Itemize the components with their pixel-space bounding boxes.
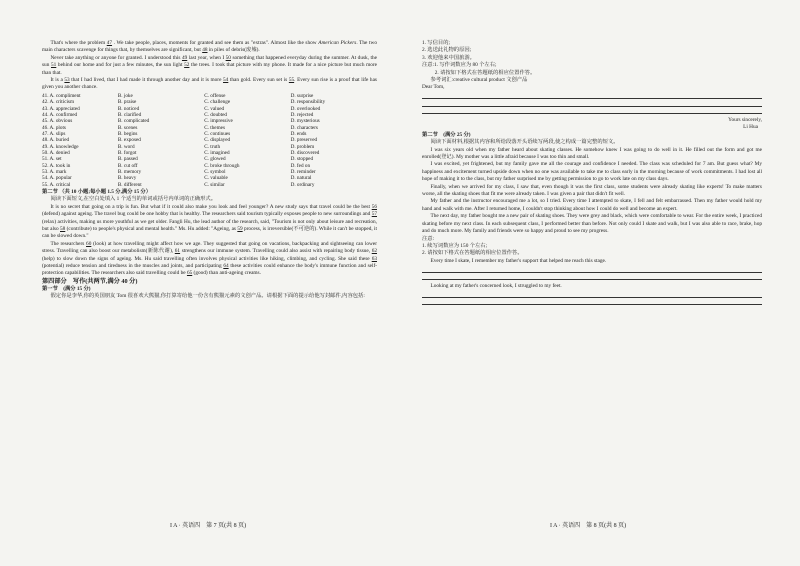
option-d: D. discovered bbox=[290, 149, 320, 156]
story-paragraph-3: Finally, when we arrived for my class, I saw that, even though it was the first class, some students were already skating like experts! To make matters worse, all the skating shoes that fit me were already taken. I was given a pair that didn't fit well. bbox=[422, 183, 762, 198]
closing: Yours sincerely, bbox=[728, 117, 762, 124]
option-c: C. impressive bbox=[204, 118, 233, 125]
option-row bbox=[42, 182, 377, 188]
option-d: D. ordinary bbox=[290, 181, 315, 188]
option-a: 41. A. compliment bbox=[42, 92, 81, 99]
option-d: D. surprise bbox=[290, 92, 314, 99]
blank-62: 62 bbox=[371, 248, 377, 255]
option-c: C. imagined bbox=[204, 149, 230, 156]
option-c: C. symbol bbox=[204, 168, 226, 175]
option-b: B. begins bbox=[117, 130, 138, 137]
writing-section-2-instruction: 阅读下面材料,根据其内容和所给段落开头语续写两段,使之构成一篇完整的短文。 bbox=[430, 139, 619, 146]
option-a: 50. A. denied bbox=[42, 149, 70, 156]
option-b: B. different bbox=[117, 181, 142, 188]
blank-60: 60 bbox=[86, 240, 92, 247]
notes: 注意:1. 写作词数应为 80 个左右; bbox=[422, 62, 497, 69]
blank-65: 65 bbox=[186, 270, 193, 277]
option-a: 44. A. confirmed bbox=[42, 111, 78, 118]
footer-left: I A · 英语四 第 7 页(共 8 页) bbox=[170, 523, 247, 529]
option-c: C. truth bbox=[204, 143, 221, 150]
point-3: 3. 欢迎他来中国旅游。 bbox=[422, 54, 475, 61]
option-d: D. natural bbox=[290, 175, 312, 182]
point-2: 2. 选送此礼物的原因; bbox=[422, 47, 472, 54]
option-c: C. similar bbox=[204, 181, 225, 188]
option-b: B. complicated bbox=[117, 118, 150, 125]
blank-50: 50 bbox=[225, 54, 231, 61]
writing-section-2-title: 第二节 (满分 25 分) bbox=[422, 131, 471, 138]
option-d: D. mysterious bbox=[290, 118, 320, 125]
option-c: C. valued bbox=[204, 105, 225, 112]
blank-49: 49 bbox=[181, 54, 188, 61]
answer-line[interactable] bbox=[422, 298, 762, 305]
option-d: D. responsibility bbox=[290, 99, 326, 106]
blank-47: 47 bbox=[106, 40, 113, 46]
option-c: C. displayed bbox=[204, 137, 231, 144]
story-paragraph-4: My father and the instructor encouraged me a lot, so I tried. Every time I attempted to skate, I fell and felt embarrassed. Then my father would hold my hand and walk with me. After I returned home, I couldn't stop thinking about how I could do well and become an expert. bbox=[422, 198, 762, 212]
left-page bbox=[42, 40, 377, 301]
option-c: C. doubted bbox=[204, 111, 227, 118]
paragraph-5: The researchers 60 (look) at how travelling might affect how we age. They suggested that going on vacations, backpacking and sightseeing can lower stress. Travelling can also boost our metabolism(新陈代谢), 61 strengthens our immune system. Travelling could also assist with repairing body tissue, 62 (help) to slow down the signs of ageing. Ms. Hu said travelling often involves physical activities like hiking, climbing, and cycling. She said these 63 (potential) reduce tension and tiredness in the muscles and joints, and participating 64 these activities could enhance the body's immune function and self-protection capabilities. The researchers also said travelling could be 65 (good) than anti-ageing creams. bbox=[42, 240, 377, 277]
story-paragraph-2: I was excited, yet frightened, but my family gave me all the courage and confidence I needed. The class was scheduled for 7 am. But guess what? My happiness and excitement turned upside down when no one was available to take me to class early in the morning because of work commitments. I had lost all hope of making it to the class, but my father surprised me by getting permission to go to work late on my class days. bbox=[422, 161, 762, 183]
notes-2-item-2: 2. 请按如下格式在答题纸的相应位置作答。 bbox=[422, 250, 523, 257]
point-1: 1. 写信目的; bbox=[422, 40, 450, 46]
option-d: D. ends bbox=[290, 130, 307, 137]
blank-59: 59 bbox=[237, 226, 243, 233]
option-d: D. problem bbox=[290, 143, 315, 150]
paragraph-2: Never take anything or anyone for granted. I understood this 49 last year, when I 50 something that happened everyday during the summer. At dusk, the sun 51 behind our home and for just a few minutes, the sun light 52 the trees. I took that picture with my phone. It made for a nice picture but much more than that. bbox=[42, 54, 377, 76]
blank-55: 55 bbox=[288, 77, 295, 84]
story-paragraph-5: The next day, my father bought me a new pair of skating shoes. They were grey and black, which were comfortable to wear. For the entire week, I practiced skating before my next class. In each subsequent class, I performed better than before. Not only could I skate and walk, but I was also able to race, brake, hop and do much more. My family and friends were so happy and proud to see my progress. bbox=[422, 213, 762, 235]
option-a: 42. A. criticism bbox=[42, 99, 74, 106]
blank-51: 51 bbox=[51, 62, 57, 69]
continuation-starter-2: Looking at my father's concerned look, I struggled to my feet. bbox=[430, 282, 562, 289]
option-b: B. word bbox=[117, 143, 135, 150]
option-b: B. passed bbox=[117, 156, 138, 163]
option-d: D. rejected bbox=[290, 111, 314, 118]
right-page bbox=[422, 40, 762, 305]
blank-52: 52 bbox=[184, 62, 190, 69]
option-b: B. clarified bbox=[117, 111, 142, 118]
option-b: B. scenes bbox=[117, 124, 138, 131]
option-d: D. reminder bbox=[290, 168, 316, 175]
signature: Li Hua bbox=[743, 124, 758, 131]
option-b: B. noticed bbox=[117, 105, 140, 112]
option-c: C. offense bbox=[204, 92, 226, 99]
notes-2-label: 注意: bbox=[422, 235, 435, 242]
part-4-section-1: 第一节 (满分 15 分) bbox=[42, 285, 91, 292]
option-a: 54. A. popular bbox=[42, 175, 72, 182]
blank-48: 48 bbox=[202, 47, 208, 54]
reference-words: 参考词汇:creative cultural product 文创产品 bbox=[430, 77, 528, 84]
option-b: B. praise bbox=[117, 99, 137, 106]
option-b: B. cut off bbox=[117, 162, 138, 169]
section-2-instruction: 阅读下面短文,在空白处填入 1 个适当的单词或括号内单词的正确形式。 bbox=[50, 196, 216, 203]
option-d: D. characters bbox=[290, 124, 318, 131]
option-d: D. preserved bbox=[290, 137, 318, 144]
option-b: B. memory bbox=[117, 168, 142, 175]
option-b: B. forgot bbox=[117, 149, 137, 156]
option-a: 43. A. appreciated bbox=[42, 105, 80, 112]
footer-right: I A · 英语四 第 8 页(共 8 页) bbox=[550, 523, 627, 529]
part-4-title: 第四部分 写作(共两节,满分 40 分) bbox=[42, 277, 138, 285]
blank-53: 53 bbox=[64, 77, 70, 84]
option-c: C. broke through bbox=[204, 162, 240, 169]
salutation: Dear Tom, bbox=[422, 84, 445, 91]
answer-line[interactable] bbox=[422, 99, 762, 106]
option-b: B. exposed bbox=[117, 137, 141, 144]
continuation-starter-1: Every time I skate, I remember my father's support that helped me reach this stage. bbox=[430, 257, 607, 264]
blank-61: 61 bbox=[174, 248, 181, 255]
option-d: D. overlooked bbox=[290, 105, 321, 112]
option-c: C. valuable bbox=[204, 175, 228, 182]
option-a: 49. A. knowledge bbox=[42, 143, 79, 150]
answer-line[interactable] bbox=[422, 107, 762, 114]
option-a: 48. A. buried bbox=[42, 137, 70, 144]
option-d: D. fed on bbox=[290, 162, 311, 169]
blank-56: 56 bbox=[371, 203, 377, 210]
answer-line[interactable] bbox=[422, 290, 762, 297]
answer-line[interactable] bbox=[422, 273, 762, 280]
notes-2-item-1: 1. 续写词数应为 150 个左右; bbox=[422, 242, 488, 249]
part-4-instruction: 假定你是李华,你的英国朋友 Tom 很喜欢大熊猫,你打算寄给他一份含有熊猫元素的文创产品。请根据下面的提示给他写封邮件,内容包括: bbox=[50, 293, 365, 300]
option-c: C. themes bbox=[204, 124, 225, 131]
option-c: C. continues bbox=[204, 130, 231, 137]
option-a: 45. A. obvious bbox=[42, 118, 73, 125]
paragraph-3: It is a 53 that I had lived, that I had made it through another day and it is more 54 than gold. Every sun set is 55. Every sun rise is a proof that life has given you another chance. bbox=[42, 77, 377, 91]
option-c: C. glowed bbox=[204, 156, 226, 163]
option-b: B. heavy bbox=[117, 175, 137, 182]
note-2: 2. 请按如下格式在答题纸的相应位置作答。 bbox=[434, 69, 536, 76]
answer-line[interactable] bbox=[422, 265, 762, 272]
section-2-title: 第二节 （共 10 小题;每小题 1.5 分,满分 15 分） bbox=[42, 189, 152, 195]
option-a: 53. A. mark bbox=[42, 168, 67, 175]
option-a: 46. A. plots bbox=[42, 124, 66, 131]
blank-58: 58 bbox=[60, 226, 66, 233]
options-table bbox=[42, 93, 377, 188]
option-a: 51. A. set bbox=[42, 156, 62, 163]
blank-54: 54 bbox=[223, 77, 229, 84]
blank-64: 64 bbox=[223, 263, 229, 270]
answer-line[interactable] bbox=[422, 92, 762, 99]
blank-63: 63 bbox=[371, 255, 377, 262]
option-a: 55. A. critical bbox=[42, 181, 71, 188]
option-a: 47. A. slips bbox=[42, 130, 66, 137]
blank-57: 57 bbox=[371, 211, 377, 218]
option-c: C. challenge bbox=[204, 99, 231, 106]
paragraph-1: That's where the problem 47 . We take people, places, moments for granted and see them as "extras". Almost like the show American Pickers. The two main characters scavenge for things that, by themselves are significant, but 48 in piles of debris(废墟). bbox=[42, 40, 377, 54]
option-a: 52. A. took in bbox=[42, 162, 71, 169]
paragraph-4: It is no secret that going on a trip is fun. But what if it could also make you look and feel younger? A new study says that travel could be the best 56 (defend) against ageing. The travel bug could be one hobby that is healthy. The researchers said tourism typically exposes people to new surroundings and 57 (relax) activities, making us more youthful as we get older. Fangli Hu, the lead author of the research, said, "Tourism is not only about leisure and recreation, but also 58 (contribute) to people's physical and mental health." Ms. Hu added: "Ageing, as 59 process, is irreversible(不可逆的). While it can't be stopped, it can be slowed down." bbox=[42, 203, 378, 240]
story-paragraph-1: I was six years old when my father heard about skating classes. He somehow knew I was going to do well in it. He filled out the form and got me enrolled(登记). My mother was a little afraid because I was too thin and small. bbox=[422, 146, 762, 161]
option-b: B. joke bbox=[117, 92, 133, 99]
option-d: D. stopped bbox=[290, 156, 314, 163]
